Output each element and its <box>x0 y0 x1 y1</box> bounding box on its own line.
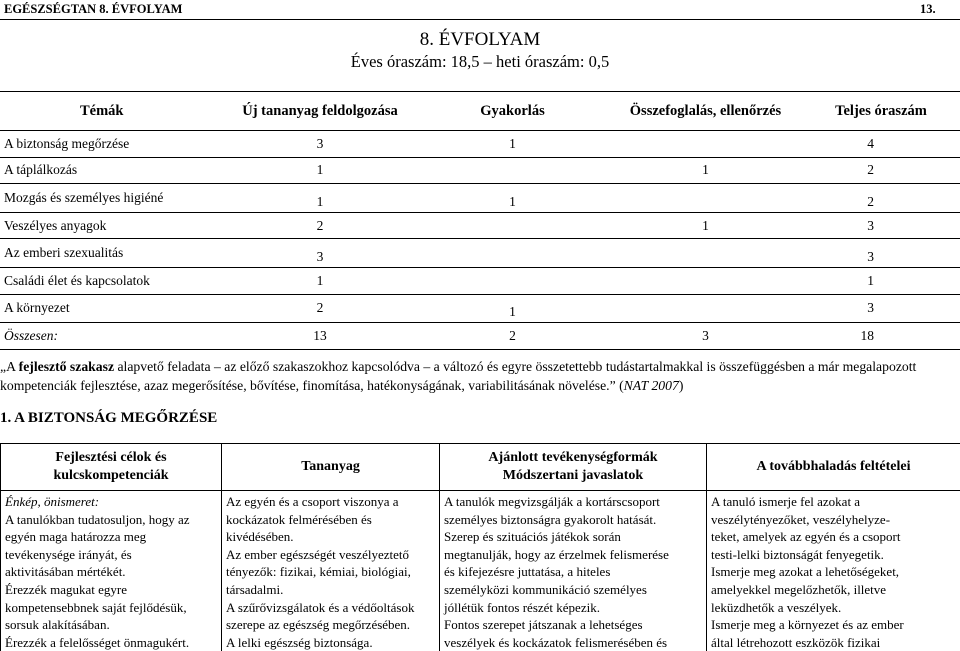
activities-line: veszélyek és kockázatok felismerésében és <box>444 634 702 651</box>
grade-title: 8. ÉVFOLYAM <box>0 29 960 51</box>
material-line: tényezők: fizikai, kémiai, biológiai, <box>226 563 435 581</box>
new-material-cell: 1 <box>224 267 416 294</box>
table-row <box>0 184 960 213</box>
page-number: 13. <box>920 2 936 17</box>
col-header-topics: Témák <box>0 92 224 131</box>
total-cell: 1 <box>802 267 960 294</box>
review-cell <box>609 294 802 323</box>
goals-cell <box>1 491 222 651</box>
col-header-goals-line: Fejlesztési célok és <box>5 449 217 467</box>
table-row <box>0 267 960 294</box>
col-header-review: Összefoglalás, ellenőrzés <box>609 92 802 131</box>
topic-cell: Veszélyes anyagok <box>0 212 224 239</box>
material-line: A lelki egészség biztonsága. <box>226 634 435 651</box>
total-cell: 4 <box>802 131 960 158</box>
col-header-total-hours: Teljes óraszám <box>802 92 960 131</box>
hours-table <box>0 91 960 350</box>
col-header-conditions: A továbbhaladás feltételei <box>707 444 960 491</box>
conditions-cell <box>707 491 960 651</box>
new-material-cell: 13 <box>224 323 416 350</box>
activities-line: személyközi kommunikáció személyes <box>444 581 702 599</box>
topic-cell: A környezet <box>0 294 224 323</box>
conditions-line: leküzdhetők a veszélyek. <box>711 599 956 617</box>
review-cell <box>609 184 802 213</box>
topic-cell: Az emberi szexualitás <box>0 239 224 268</box>
material-line: A szűrővizsgálatok és a védőoltások <box>226 599 435 617</box>
topic-table-row <box>1 491 960 651</box>
page-header-title: EGÉSZSÉGTAN 8. ÉVFOLYAM <box>4 2 182 17</box>
practice-cell: 1 <box>416 131 609 158</box>
table-row <box>0 157 960 184</box>
table-row-total <box>0 323 960 350</box>
topic-cell: A táplálkozás <box>0 157 224 184</box>
hours-table-header-row <box>0 92 960 131</box>
material-line: kivédésében. <box>226 528 435 546</box>
col-header-practice: Gyakorlás <box>416 92 609 131</box>
new-material-cell: 3 <box>224 239 416 268</box>
total-cell: 3 <box>802 294 960 323</box>
total-cell: 18 <box>802 323 960 350</box>
activities-line: jóllétük fontos részét képezik. <box>444 599 702 617</box>
review-cell <box>609 267 802 294</box>
table-row <box>0 212 960 239</box>
review-cell: 1 <box>609 212 802 239</box>
col-header-activities <box>440 444 707 491</box>
material-cell <box>222 491 440 651</box>
quote-bold-term: fejlesztő szakasz <box>19 359 114 374</box>
practice-cell <box>416 267 609 294</box>
practice-cell <box>416 239 609 268</box>
material-line: kockázatok felmérésében és <box>226 511 435 529</box>
quote-source: NAT 2007 <box>624 378 679 393</box>
conditions-line: által létrehozott eszközök fizikai <box>711 634 956 651</box>
review-cell <box>609 239 802 268</box>
practice-cell: 1 <box>416 184 609 213</box>
review-cell <box>609 131 802 158</box>
activities-line: A tanulók megvizsgálják a kortárscsoport <box>444 493 702 511</box>
section-title: 1. A BIZTONSÁG MEGŐRZÉSE <box>0 410 217 427</box>
nat-quote <box>0 357 960 395</box>
conditions-line: Ismerje meg a környezet és az ember <box>711 616 956 634</box>
topic-cell: Családi élet és kapcsolatok <box>0 267 224 294</box>
col-header-activities-line: Ajánlott tevékenységformák <box>444 449 702 467</box>
material-line: Az ember egészségét veszélyeztető <box>226 546 435 564</box>
review-cell: 1 <box>609 157 802 184</box>
total-cell: 3 <box>802 212 960 239</box>
table-row <box>0 131 960 158</box>
topic-cell: Mozgás és személyes higiéné <box>0 184 224 213</box>
goals-line: sorsuk alakításában. <box>5 616 217 634</box>
goals-line: aktivitásában mértékét. <box>5 563 217 581</box>
total-cell: 2 <box>802 157 960 184</box>
goals-line: kompetensebbnek saját fejlődésük, <box>5 599 217 617</box>
quote-open: „A <box>0 359 19 374</box>
total-cell: 3 <box>802 239 960 268</box>
conditions-line: veszélytényezőket, veszélyhelyze- <box>711 511 956 529</box>
goals-line: A tanulókban tudatosuljon, hogy az <box>5 511 217 529</box>
col-header-goals-line: kulcskompetenciák <box>5 467 217 485</box>
goals-line: tevékenysége irányát, és <box>5 546 217 564</box>
total-cell: 2 <box>802 184 960 213</box>
header-divider <box>0 19 960 20</box>
total-label-cell: Összesen: <box>0 323 224 350</box>
practice-cell <box>416 157 609 184</box>
quote-close: ) <box>679 378 684 393</box>
material-line: társadalmi. <box>226 581 435 599</box>
conditions-line: Ismerje meg azokat a lehetőségeket, <box>711 563 956 581</box>
activities-cell <box>440 491 707 651</box>
practice-cell: 1 <box>416 294 609 323</box>
table-row <box>0 239 960 268</box>
new-material-cell: 2 <box>224 212 416 239</box>
new-material-cell: 1 <box>224 184 416 213</box>
col-header-new-material: Új tananyag feldolgozása <box>224 92 416 131</box>
topic-cell: A biztonság megőrzése <box>0 131 224 158</box>
activities-line: Szerep és szituációs játékok során <box>444 528 702 546</box>
activities-line: és kifejezésre juttatása, a hiteles <box>444 563 702 581</box>
conditions-line: amelyekkel megelőzhetők, illetve <box>711 581 956 599</box>
conditions-line: testi-lelki biztonságát fenyegetik. <box>711 546 956 564</box>
new-material-cell: 1 <box>224 157 416 184</box>
conditions-line: A tanuló ismerje fel azokat a <box>711 493 956 511</box>
goals-line: Érezzék a felelősséget önmagukért. <box>5 634 217 651</box>
practice-cell: 2 <box>416 323 609 350</box>
review-cell: 3 <box>609 323 802 350</box>
col-header-material: Tananyag <box>222 444 440 491</box>
topic-table <box>0 443 960 651</box>
quote-text: alapvető feladata – az előző szakaszokhoz kapcsolódva – a változó és egyre összetettebb tudástartalmakkal is összefüggésben a már megalapozott kompetenciák fejlesztése, azaz megerősítése, bővítése, finomítása, hatékonyságának, variabilitásának növelése.” ( <box>0 359 916 393</box>
material-line: Az egyén és a csoport viszonya a <box>226 493 435 511</box>
goals-line: Érezzék magukat egyre <box>5 581 217 599</box>
goals-label: Énkép, önismeret: <box>5 493 217 511</box>
activities-line: megtanulják, hogy az érzelmek felismerése <box>444 546 702 564</box>
table-row <box>0 294 960 323</box>
col-header-activities-line: Módszertani javaslatok <box>444 467 702 485</box>
material-line: szerepe az egészség megőrzésében. <box>226 616 435 634</box>
col-header-goals <box>1 444 222 491</box>
practice-cell <box>416 212 609 239</box>
new-material-cell: 3 <box>224 131 416 158</box>
hours-subtitle: Éves óraszám: 18,5 – heti óraszám: 0,5 <box>0 52 960 72</box>
topic-table-header-row <box>1 444 960 491</box>
goals-line: egyén maga határozza meg <box>5 528 217 546</box>
conditions-line: teket, amelyek az egyén és a csoport <box>711 528 956 546</box>
activities-line: személyes biztonságra gyakorolt hatását. <box>444 511 702 529</box>
new-material-cell: 2 <box>224 294 416 323</box>
activities-line: Fontos szerepet játszanak a lehetséges <box>444 616 702 634</box>
